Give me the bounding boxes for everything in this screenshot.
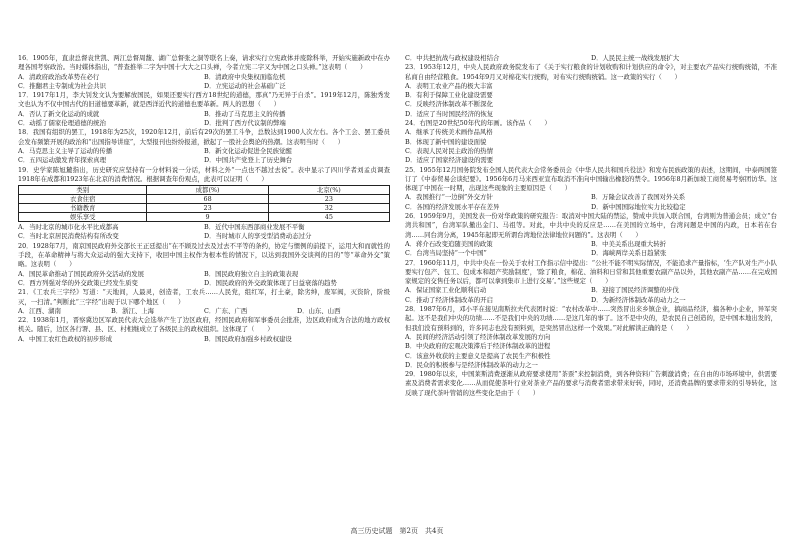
question-16-options: [18, 73, 390, 92]
option-d: D．为新经济体制改革的动力之一: [591, 295, 686, 304]
option-c: C．动摇了儒家伦理道德的统治: [18, 119, 106, 128]
question-28-options: [405, 333, 777, 370]
option-a: A．中国工农红色政权的初步形成: [18, 334, 113, 343]
table-row: [19, 204, 390, 213]
option-a: A．江西、湖南: [18, 306, 61, 315]
option-a: A．当时北京的城市化水平比成都高: [18, 223, 119, 232]
option-b: B．近代中国东西部商业发展不平衡: [204, 223, 305, 232]
option-b: B．推动了马克思主义的传播: [204, 109, 286, 118]
option-a: A．清政府政治改革势在必行: [18, 72, 100, 81]
option-a: A．我国推行“一边倒”外交方针: [405, 193, 493, 202]
option-a: A．表明工农业产品的极大丰富: [405, 81, 493, 90]
table-header: 类别: [19, 186, 147, 195]
option-b: B．有利于保障工业化建设需要: [405, 91, 493, 100]
table-row: [19, 195, 390, 204]
option-b: B．万隆会议改善了我国对外关系: [591, 193, 686, 202]
table-row: [19, 213, 390, 222]
option-b: B．中央政府的宏观决策滞后于经济体制改革的进程: [405, 342, 551, 351]
option-c: C．推翻君主专制成为社会共识: [18, 81, 106, 90]
question-16-stem: 16．1905年，直隶总督袁世凯、两江总督周馥、湖广总督张之洞等联名上奏，请求实行立宪政体并废除科举，开始实施新政中在办理各国考察政治。当时媒体指出，“普查推举二字为中国十大大之口头禅，今者立宪二字又为中国之口头禅。”这表明（ ）: [18, 54, 390, 72]
option-c: C．各国的经济发展水平存在差异: [405, 202, 500, 211]
option-b: B．国民政府加强乡村政权建设: [204, 334, 292, 343]
option-b: B．体现了新中国的建设面貌: [405, 137, 487, 146]
table-header: 成都(%): [147, 186, 268, 195]
table-cell: 32: [268, 204, 389, 213]
table-cell: 45: [268, 213, 389, 222]
option-c: C．广东、广西: [204, 306, 248, 315]
option-b: B．国民政府独立自主的政策表现: [204, 269, 299, 278]
option-c: C．当时北京居民消费结构有所改变: [18, 232, 119, 241]
question-26-stem: 26．1959年9月，美国发表一份对华政策的研究报告：取消对中国大陆的禁运，赞成中共加入联合国，台湾则为普通会员；成立“台湾共和国”，台湾军队撤出金门、马祖等。对此，中共中央的反应是……在美国的立场中，台湾问题是中国的内政，日本若在台湾……同台湾分离，1945年起即无所谓台湾地位法律地位问题的”。这表明（ ）: [405, 212, 777, 239]
table-cell: 23: [147, 204, 268, 213]
question-21-options: [18, 307, 390, 316]
option-d: D．新中国国际地位实力比较稳定: [591, 202, 686, 211]
table-cell: 68: [147, 195, 268, 204]
question-18-stem: 18．我国有组织的罢工，1918年为25次，1920年12月，前后有29次的罢工斗争，总数达到1900人次左右。各个工会、罢工委员会发布频繁开展的政治和“出国指导讲座”，大型报刊也纷纷报道，掀起了一股社会舆论的热潮。这表明当时（ ）: [18, 128, 390, 146]
page-footer: 高三历史试题 第2页 共4页: [350, 527, 444, 535]
option-a: A．继承了传统美术画作品风格: [405, 128, 493, 137]
question-27-stem: 27．1960年11月，中共中央在一份关于农村工作指示信中提出：“公社不能不明实际情况，不能追求产量指标，‘生产队对生产小队要实行包产、包工、包成本和超产奖励制度’，‘除了粮食，棉花、油料和日常和其他重要农副产品以外，其他农副产品……在完成国家规定的交售任务以后，都可以拿到集市上进行交易’。”这些规定（ ）: [405, 258, 777, 286]
table-cell: 书籍教育: [19, 204, 147, 213]
option-a: A．国民革命推动了国民政府外交活动的发展: [18, 269, 145, 278]
option-c: C．该意外收获的主要意义是提高了农民生产积极性: [405, 351, 551, 360]
question-25-options: [405, 193, 777, 212]
question-19-options: [18, 223, 390, 242]
table-cell: 衣食住宿: [19, 195, 147, 204]
table-header-row: [19, 186, 390, 195]
option-d: D．海峡两岸关系日趋紧张: [591, 249, 667, 258]
question-22-options: [18, 335, 390, 344]
option-d: D．民众的积极参与是经济体制改革的动力之一: [405, 360, 538, 369]
option-d: D．批判了西方代议制的弊端: [204, 119, 286, 128]
question-17-stem: 17．1917年1月，李大钊发文认为要解放国民，如果还要实行西方18世纪的道德，那真“乃无异于自杀”。1919年12月，陈独秀发文也认为不仅中国古代的旧道德要革新，就是西洋近代的道德也要革新。两人的思想（ ）: [18, 91, 390, 109]
option-b: B．新文化运动促进全民族觉醒: [204, 146, 292, 155]
question-26-options: [405, 240, 777, 259]
question-29-stem: 29．1980年以来，中国莱斯消费逐渐从政府要求使用“茶票”来控制消费，到各种资料广告刺激消费；在自由的市场环境中，供需要素及消费者需求变化……从而促使茶叶行业对茶业产品的要求与消费者需求带来好转，同时，还消费品牌的要求带来的引导转化，这反映了现代茶叶管销的这些变化是由于（ ）: [405, 370, 777, 397]
table-cell: 娱乐享受: [19, 213, 147, 222]
option-d: D．立宪运动的社会基础广泛: [204, 81, 286, 90]
option-c: C．中共把抗战与政权建设相结合: [405, 54, 500, 62]
option-b: B．中美关系出现重大转折: [591, 239, 666, 248]
option-c: C．推动了经济体制改革的开启: [405, 295, 493, 304]
option-a: A．否认了新文化运动的成就: [18, 109, 100, 118]
question-23-options: [405, 82, 777, 119]
option-a: A．马克思主义主导了运动的传播: [18, 146, 113, 155]
option-d: D．适应了国家经济建设的需要: [405, 156, 494, 165]
option-a: A．民间的经济活动引领了经济体制改革发展的方向: [405, 332, 551, 341]
option-d: D．适应了当时国民经济的恢复: [405, 109, 494, 118]
option-b: B．迎接了国民经济调整的步伐: [591, 286, 679, 295]
question-23-stem: 23．1953年12月，中央人民政府政务院发布了《关于实行粮食的计划收购和计划供应的命令》，对主要农产品实行统购统销，不准私商自由经营粮食。1954年9月又对棉花实行统购，对布实行统购统销。这一政策的实行（ ）: [405, 63, 777, 81]
question-28-stem: 28．1987年6月，邓小平在接见南斯拉夫代表团时说：“农村改革中……突然冒出来乡镇企业，搞商品经济，搞各种小企业，异军突起。这不是我们中央的功绩……不是我们中央的功绩……是这几年的事了。这不是中央的，是农民自己创造的，是中国本地出发的，但我们没有预料到的，许多同志也没有预料到，是突然冒出这样一个效果。”对此解读正确的是（ ）: [405, 305, 777, 332]
table-cell: 23: [268, 195, 389, 204]
question-24-stem: 24．右图是20世纪50年代的年画。该作品（ ）: [405, 119, 551, 128]
option-c: C．反映经济体制改革不断深化: [405, 100, 493, 109]
option-a: A．保证国家工业化顺利启动: [405, 286, 487, 295]
option-d: D．中国共产党登上了历史舞台: [204, 156, 293, 165]
option-b: B．浙江、上海: [111, 306, 155, 315]
option-a: A．蒋介石改变追随美国的政策: [405, 239, 493, 248]
option-c: C．五四运动激发青年探索真理: [18, 156, 106, 165]
left-column: [18, 54, 390, 344]
question-22-options-continued: [405, 54, 777, 63]
question-27-options: [405, 286, 777, 305]
question-20-options: [18, 270, 390, 289]
question-19-stem: 19．史学家陈旭麓指出，历史研究应坚持有一分材料说一分话，材料之外“一点也不越过去说”。表中显示了四川学者刘孟贞调查1918年在成都和1923年在北京的消费情况。根据调查年份观点，此表可以证明（ ）: [18, 165, 390, 183]
question-24-options: [405, 128, 777, 165]
option-b: B．清政府中央集权面临危机: [204, 72, 286, 81]
table-cell: 9: [147, 213, 268, 222]
table-header: 北京(%): [268, 186, 389, 195]
consumption-table: [18, 185, 390, 222]
question-20-stem: 20．1928年7月，南京国民政府外交部长王正廷提出“在不顾及过去及过去不平等的条约，协定与惯例的前提下，运用大和而就性的手段，在革命精神与将大众运动的强大支持下，收回中国主权作为根本性的情况下，以达到我国外交谈判的目的”等“革命外交”策略。这表明（ ）: [18, 241, 390, 269]
option-d: D．人民民主统一战线发展扩大: [591, 54, 680, 62]
option-d: D．山东、山西: [297, 306, 341, 315]
question-18-options: [18, 147, 390, 166]
option-c: C．台湾当局坚持“一个中国”: [405, 249, 487, 258]
option-d: D．国民政府的外交政策体现了日益衰落的趋势: [204, 278, 337, 287]
question-22-stem: 22．1938年1月，晋察冀边区军政民代表大会选举产生了边区政府，经国民政府和军事委员会批准，边区政府成为合法的地方政权机关。随后，边区各行署、县、区、村相继成立了各级民主的政权组织。这体现了（ ）: [18, 316, 390, 334]
question-25-stem: 25．1955年12月国务院发布全国人民代表大会常务委员会《中华人民共和国兵役法》和发布民族政策的表述，这期间，中泰两国签订了《中泰贸易会谈纪要》。1956年6月马来西亚宣布取消不准向中国输出橡胶的禁令。1956年8月新加坡工商贸易考察团访华。这体现了中国在一时期，出现这些现象的主要原因是（ ）: [405, 165, 777, 193]
option-c: C．西方列强对华的外交政策已经发生质变: [18, 278, 138, 287]
option-d: D．当时城市人的享受型消费动态过分: [204, 232, 312, 241]
option-c: C．表现人民对民主政治的热情: [405, 146, 493, 155]
right-column: [405, 54, 777, 398]
question-17-options: [18, 110, 390, 129]
question-21-stem: 21．《工农兵三字经》写道：“天地间，人最灵，创造者，工农兵……人民党，组红军，打土豪，除劣绅，废军阀，灭资阶，阶级灭，一扫清。”判断此“三字经”出现于以下哪个地区（ ）: [18, 288, 390, 306]
